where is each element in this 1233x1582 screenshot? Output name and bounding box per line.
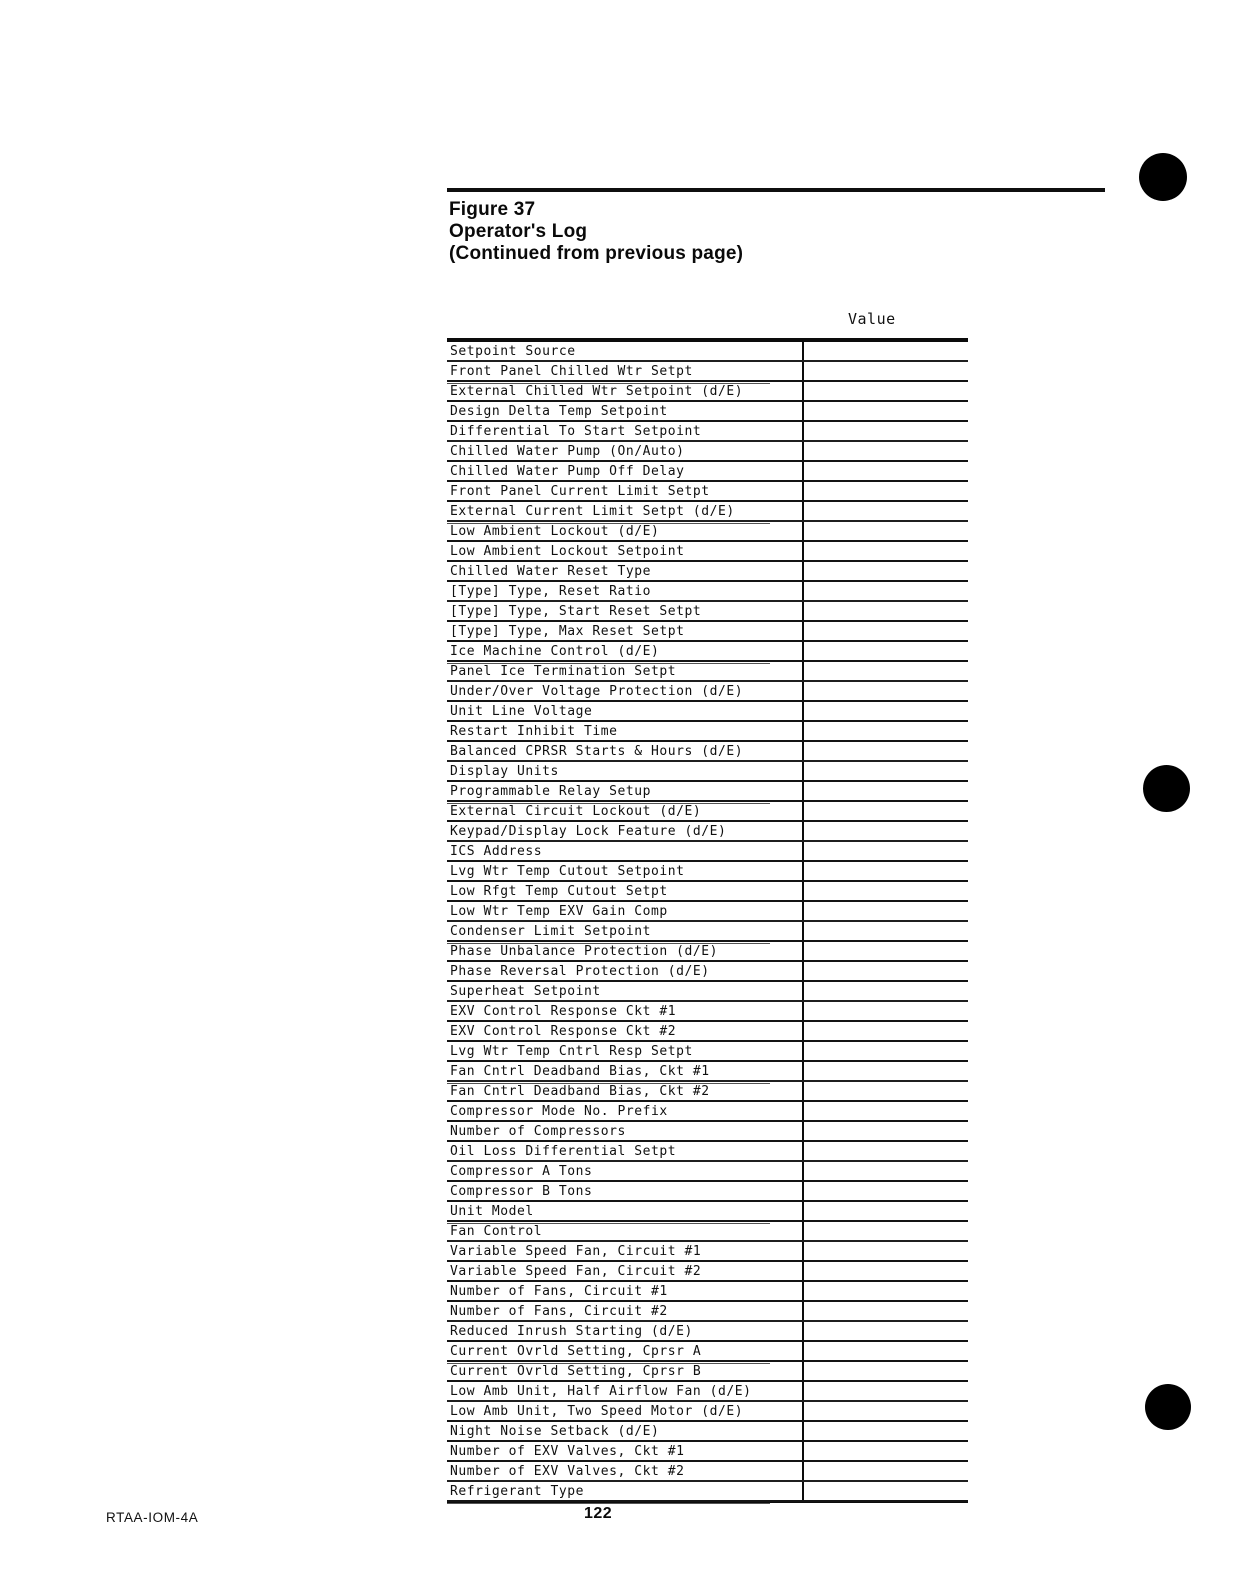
table-row: [447, 1462, 968, 1482]
table-row: [447, 1362, 968, 1382]
table-row: [447, 962, 968, 982]
table-row: [447, 742, 968, 762]
row-value-blank: [804, 422, 968, 440]
row-label: Under/Over Voltage Protection (d/E): [450, 684, 744, 699]
row-value-blank: [804, 902, 968, 920]
row-value-blank: [804, 382, 968, 400]
row-label: Low Amb Unit, Two Speed Motor (d/E): [450, 1404, 744, 1419]
row-label: Restart Inhibit Time: [450, 724, 618, 739]
table-row: [447, 402, 968, 422]
table-row: [447, 542, 968, 562]
row-value-blank: [804, 982, 968, 1000]
row-label: Unit Line Voltage: [450, 704, 593, 719]
table-row: [447, 922, 968, 942]
row-value-blank: [804, 1082, 968, 1100]
row-label: Differential To Start Setpoint: [450, 424, 702, 439]
row-value-blank: [804, 522, 968, 540]
row-value-blank: [804, 1422, 968, 1440]
table-row: [447, 1202, 968, 1222]
row-value-blank: [804, 722, 968, 740]
table-row: [447, 902, 968, 922]
row-label: Compressor Mode No. Prefix: [450, 1104, 668, 1119]
row-label: Fan Cntrl Deadband Bias, Ckt #2: [450, 1084, 710, 1099]
table-row: [447, 1082, 968, 1102]
table-row: [447, 1222, 968, 1242]
registration-dot-icon: [1145, 1384, 1191, 1430]
row-value-blank: [804, 622, 968, 640]
table-row: [447, 1422, 968, 1442]
row-label: Low Wtr Temp EXV Gain Comp: [450, 904, 668, 919]
row-label: Current Ovrld Setting, Cprsr B: [450, 1364, 702, 1379]
table-row: [447, 822, 968, 842]
table-row: [447, 582, 968, 602]
figure-heading: [449, 199, 743, 265]
row-label: Ice Machine Control (d/E): [450, 644, 660, 659]
row-value-blank: [804, 882, 968, 900]
row-label: Chilled Water Reset Type: [450, 564, 652, 579]
row-value-blank: [804, 1322, 968, 1340]
row-label: Chilled Water Pump (On/Auto): [450, 444, 685, 459]
table-row: [447, 1322, 968, 1342]
row-value-blank: [804, 822, 968, 840]
row-value-blank: [804, 582, 968, 600]
row-label: Phase Reversal Protection (d/E): [450, 964, 710, 979]
row-value-blank: [804, 482, 968, 500]
row-label: Fan Control: [450, 1224, 543, 1239]
value-column-header: Value: [848, 310, 896, 328]
row-label: Lvg Wtr Temp Cutout Setpoint: [450, 864, 685, 879]
row-value-blank: [804, 402, 968, 420]
row-label: [Type] Type, Max Reset Setpt: [450, 624, 685, 639]
table-row: [447, 862, 968, 882]
registration-dot-icon: [1143, 765, 1190, 812]
table-row: [447, 1002, 968, 1022]
row-value-blank: [804, 702, 968, 720]
table-row: [447, 442, 968, 462]
row-label: Low Rfgt Temp Cutout Setpt: [450, 884, 668, 899]
row-value-blank: [804, 542, 968, 560]
row-label: Superheat Setpoint: [450, 984, 601, 999]
row-label: Setpoint Source: [450, 344, 576, 359]
row-value-blank: [804, 1402, 968, 1420]
table-row: [447, 622, 968, 642]
row-value-blank: [804, 922, 968, 940]
row-label: External Current Limit Setpt (d/E): [450, 504, 735, 519]
row-value-blank: [804, 1002, 968, 1020]
row-value-blank: [804, 1022, 968, 1040]
operators-log-table: [447, 338, 968, 1503]
table-row: [447, 982, 968, 1002]
header-rule: [447, 188, 1105, 192]
table-row: [447, 882, 968, 902]
row-label: Number of EXV Valves, Ckt #1: [450, 1444, 685, 1459]
row-value-blank: [804, 1202, 968, 1220]
row-label: Number of EXV Valves, Ckt #2: [450, 1464, 685, 1479]
table-row: [447, 1442, 968, 1462]
table-row: [447, 782, 968, 802]
figure-title: Operator's Log: [449, 221, 588, 242]
table-row: [447, 1342, 968, 1362]
row-label: [Type] Type, Start Reset Setpt: [450, 604, 702, 619]
row-value-blank: [804, 1342, 968, 1360]
row-label: Design Delta Temp Setpoint: [450, 404, 668, 419]
row-value-blank: [804, 762, 968, 780]
row-value-blank: [804, 462, 968, 480]
table-row: [447, 842, 968, 862]
row-value-blank: [804, 1162, 968, 1180]
row-label: Keypad/Display Lock Feature (d/E): [450, 824, 727, 839]
table-row: [447, 1042, 968, 1062]
row-value-blank: [804, 782, 968, 800]
row-value-blank: [804, 842, 968, 860]
row-label: Phase Unbalance Protection (d/E): [450, 944, 719, 959]
row-value-blank: [804, 1362, 968, 1380]
row-value-blank: [804, 1222, 968, 1240]
row-label: Low Ambient Lockout (d/E): [450, 524, 660, 539]
table-row: [447, 342, 968, 362]
table-row: [447, 682, 968, 702]
row-value-blank: [804, 682, 968, 700]
table-row: [447, 802, 968, 822]
table-row: [447, 662, 968, 682]
table-row: [447, 762, 968, 782]
row-label: External Circuit Lockout (d/E): [450, 804, 702, 819]
table-row: [447, 722, 968, 742]
row-value-blank: [804, 1182, 968, 1200]
table-row: [447, 702, 968, 722]
row-value-blank: [804, 562, 968, 580]
row-label: ICS Address: [450, 844, 543, 859]
table-row: [447, 1482, 968, 1502]
footer-page-number: 122: [584, 1505, 613, 1522]
row-label: EXV Control Response Ckt #1: [450, 1004, 677, 1019]
table-row: [447, 482, 968, 502]
row-value-blank: [804, 1462, 968, 1480]
row-value-blank: [804, 362, 968, 380]
row-value-blank: [804, 962, 968, 980]
row-value-blank: [804, 1102, 968, 1120]
row-value-blank: [804, 742, 968, 760]
row-label: Chilled Water Pump Off Delay: [450, 464, 685, 479]
row-label: Low Amb Unit, Half Airflow Fan (d/E): [450, 1384, 752, 1399]
row-value-blank: [804, 1122, 968, 1140]
table-row: [447, 942, 968, 962]
table-row: [447, 1262, 968, 1282]
table-row: [447, 1282, 968, 1302]
table-row: [447, 1122, 968, 1142]
row-label: Lvg Wtr Temp Cntrl Resp Setpt: [450, 1044, 693, 1059]
table-row: [447, 522, 968, 542]
row-label: Compressor B Tons: [450, 1184, 593, 1199]
row-value-blank: [804, 1442, 968, 1460]
row-value-blank: [804, 342, 968, 360]
table-row: [447, 1142, 968, 1162]
table-row: [447, 1182, 968, 1202]
row-value-blank: [804, 942, 968, 960]
row-label: Number of Compressors: [450, 1124, 626, 1139]
row-label: Variable Speed Fan, Circuit #1: [450, 1244, 702, 1259]
row-value-blank: [804, 1042, 968, 1060]
table-row: [447, 1402, 968, 1422]
row-label: Variable Speed Fan, Circuit #2: [450, 1264, 702, 1279]
row-label: Number of Fans, Circuit #1: [450, 1284, 668, 1299]
row-value-blank: [804, 1282, 968, 1300]
footer-document-code: RTAA-IOM-4A: [106, 1510, 199, 1525]
row-value-blank: [804, 662, 968, 680]
row-label: Number of Fans, Circuit #2: [450, 1304, 668, 1319]
table-row: [447, 602, 968, 622]
row-value-blank: [804, 1142, 968, 1160]
row-value-blank: [804, 602, 968, 620]
table-row: [447, 1382, 968, 1402]
row-label: Refrigerant Type: [450, 1484, 585, 1499]
figure-subtitle: (Continued from previous page): [449, 243, 744, 264]
table-row: [447, 362, 968, 382]
row-label: External Chilled Wtr Setpoint (d/E): [450, 384, 744, 399]
row-value-blank: [804, 642, 968, 660]
table-row: [447, 382, 968, 402]
row-label: Programmable Relay Setup: [450, 784, 652, 799]
table-row: [447, 1302, 968, 1322]
table-row: [447, 502, 968, 522]
table-row: [447, 1062, 968, 1082]
row-value-blank: [804, 1062, 968, 1080]
table-row: [447, 1162, 968, 1182]
row-value-blank: [804, 1482, 968, 1500]
row-label: Balanced CPRSR Starts & Hours (d/E): [450, 744, 744, 759]
table-row: [447, 1242, 968, 1262]
row-label: Front Panel Current Limit Setpt: [450, 484, 710, 499]
row-label: Panel Ice Termination Setpt: [450, 664, 677, 679]
registration-dot-icon: [1139, 153, 1187, 201]
row-value-blank: [804, 862, 968, 880]
row-label: Oil Loss Differential Setpt: [450, 1144, 677, 1159]
row-value-blank: [804, 1262, 968, 1280]
row-value-blank: [804, 1382, 968, 1400]
row-label: Front Panel Chilled Wtr Setpt: [450, 364, 693, 379]
row-label: Low Ambient Lockout Setpoint: [450, 544, 685, 559]
row-value-blank: [804, 1242, 968, 1260]
table-row: [447, 1102, 968, 1122]
table-row: [447, 562, 968, 582]
row-label: Display Units: [450, 764, 559, 779]
row-label: Fan Cntrl Deadband Bias, Ckt #1: [450, 1064, 710, 1079]
row-value-blank: [804, 1302, 968, 1320]
row-label: Unit Model: [450, 1204, 534, 1219]
row-label: EXV Control Response Ckt #2: [450, 1024, 677, 1039]
table-row: [447, 422, 968, 442]
row-label: [Type] Type, Reset Ratio: [450, 584, 652, 599]
row-value-blank: [804, 502, 968, 520]
table-row: [447, 642, 968, 662]
row-label: Compressor A Tons: [450, 1164, 593, 1179]
row-label: Night Noise Setback (d/E): [450, 1424, 660, 1439]
figure-label: Figure 37: [449, 199, 536, 220]
row-label: Condenser Limit Setpoint: [450, 924, 652, 939]
table-row: [447, 1022, 968, 1042]
row-label: Reduced Inrush Starting (d/E): [450, 1324, 693, 1339]
row-value-blank: [804, 442, 968, 460]
row-label: Current Ovrld Setting, Cprsr A: [450, 1344, 702, 1359]
table-row: [447, 462, 968, 482]
row-value-blank: [804, 802, 968, 820]
